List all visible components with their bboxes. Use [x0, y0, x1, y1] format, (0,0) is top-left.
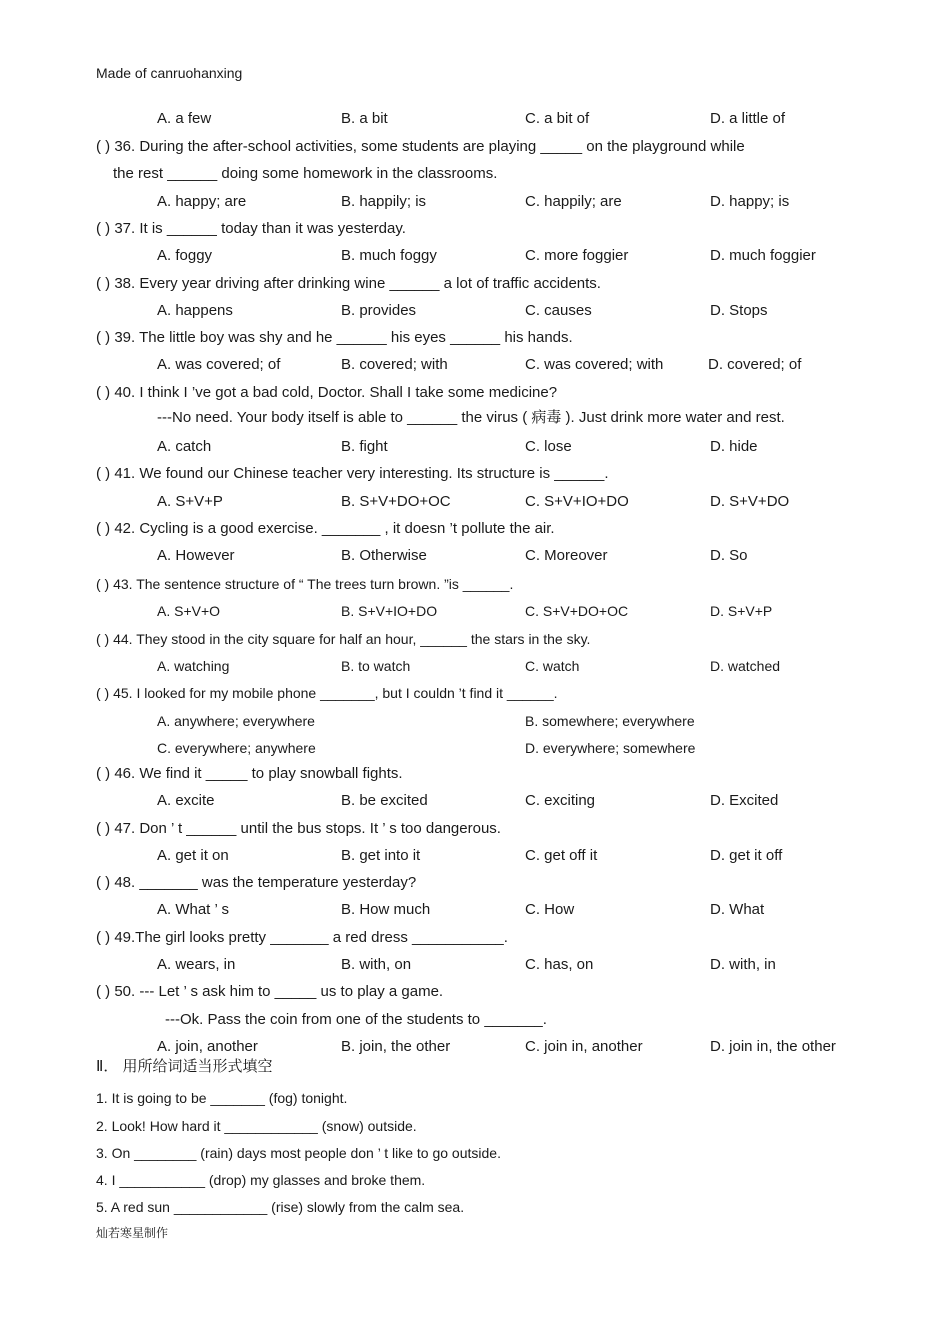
option-a: A. happy; are — [157, 193, 247, 210]
question-42-stem: ( ) 42. Cycling is a good exercise. _______ , it doesn ’t pollute the air. — [96, 520, 555, 537]
option-c: C. lose — [525, 438, 572, 455]
option-b: B. join, the other — [341, 1038, 451, 1055]
option-a: A. However — [157, 547, 235, 564]
option-a: A. S+V+O — [157, 603, 221, 619]
question-48-stem: ( ) 48. _______ was the temperature yesterday? — [96, 874, 417, 891]
option-d: D. Stops — [710, 302, 768, 319]
option-b: B. somewhere; everywhere — [525, 713, 695, 729]
question-50-reply: ---Ok. Pass the coin from one of the students to _______. — [165, 1011, 547, 1028]
option-b: B. to watch — [341, 658, 411, 674]
question-37-stem: ( ) 37. It is ______ today than it was yesterday. — [96, 220, 406, 237]
option-c: C. S+V+DO+OC — [525, 603, 629, 619]
question-44-stem: ( ) 44. They stood in the city square for half an hour, ______ the stars in the sky. — [96, 631, 591, 647]
option-b: B. Otherwise — [341, 547, 427, 564]
option-a: A. a few — [157, 110, 212, 127]
option-c: C. more foggier — [525, 247, 629, 264]
question-39-stem: ( ) 39. The little boy was shy and he ______ his eyes ______ his hands. — [96, 329, 573, 346]
option-a: A. happens — [157, 302, 233, 319]
option-c: C. watch — [525, 658, 580, 674]
option-c: C. get off it — [525, 847, 598, 864]
question-49-stem: ( ) 49.The girl looks pretty _______ a red dress ___________. — [96, 929, 508, 946]
option-a: A. catch — [157, 438, 212, 455]
fill-item-3: 3. On ________ (rain) days most people don ’ t like to go outside. — [96, 1145, 501, 1161]
question-41-stem: ( ) 41. We found our Chinese teacher very interesting. Its structure is ______. — [96, 465, 609, 482]
option-d: D. What — [710, 901, 765, 918]
fill-item-2: 2. Look! How hard it ____________ (snow) outside. — [96, 1118, 417, 1134]
option-a: A. was covered; of — [157, 356, 281, 373]
option-c: C. Moreover — [525, 547, 608, 564]
option-b: B. S+V+DO+OC — [341, 493, 451, 510]
option-b: B. be excited — [341, 792, 428, 809]
option-d: D. covered; of — [708, 356, 802, 373]
question-43-stem: ( ) 43. The sentence structure of “ The trees turn brown. ”is ______. — [96, 576, 514, 592]
option-c: C. How — [525, 901, 575, 918]
option-c: C. happily; are — [525, 193, 622, 210]
option-b: B. happily; is — [341, 193, 427, 210]
option-c: C. has, on — [525, 956, 594, 973]
page-footer: 灿若寒星制作 — [96, 1226, 169, 1240]
option-c: C. a bit of — [525, 110, 590, 127]
option-c: C. was covered; with — [525, 356, 664, 373]
fill-item-1: 1. It is going to be _______ (fog) tonight. — [96, 1090, 348, 1106]
option-d: D. join in, the other — [710, 1038, 836, 1055]
option-d: D. watched — [710, 658, 781, 674]
option-b: B. How much — [341, 901, 431, 918]
option-c: C. everywhere; anywhere — [157, 740, 316, 756]
fill-item-5: 5. A red sun ____________ (rise) slowly from the calm sea. — [96, 1199, 465, 1215]
option-a: A. foggy — [157, 247, 213, 264]
option-d: D. hide — [710, 438, 758, 455]
option-b: B. covered; with — [341, 356, 448, 373]
question-40-reply: ---No need. Your body itself is able to ______ the virus ( 病毒 ). Just drink more water and rest. — [157, 409, 785, 426]
fill-item-4: 4. I ___________ (drop) my glasses and broke them. — [96, 1172, 426, 1188]
question-36-stem: ( ) 36. During the after-school activities, some students are playing _____ on the playground while — [96, 138, 745, 155]
option-a: A. anywhere; everywhere — [157, 713, 315, 729]
option-a: A. wears, in — [157, 956, 236, 973]
option-c: C. exciting — [525, 792, 596, 809]
option-d: D. get it off — [710, 847, 783, 864]
option-d: D. with, in — [710, 956, 776, 973]
option-b: B. with, on — [341, 956, 412, 973]
question-36-stem-cont: the rest ______ doing some homework in the classrooms. — [113, 165, 498, 182]
option-c: C. join in, another — [525, 1038, 643, 1055]
option-a: A. What ’ s — [157, 901, 229, 918]
option-b: B. a bit — [341, 110, 388, 127]
option-d: D. much foggier — [710, 247, 816, 264]
option-b: B. much foggy — [341, 247, 437, 264]
option-c: C. S+V+IO+DO — [525, 493, 629, 510]
option-b: B. S+V+IO+DO — [341, 603, 438, 619]
option-a: A. join, another — [157, 1038, 258, 1055]
option-d: D. So — [710, 547, 748, 564]
question-47-stem: ( ) 47. Don ’ t ______ until the bus stops. It ’ s too dangerous. — [96, 820, 501, 837]
option-d: D. S+V+P — [710, 603, 773, 619]
option-b: B. get into it — [341, 847, 421, 864]
page-header: Made of canruohanxing — [96, 65, 243, 81]
option-d: D. a little of — [710, 110, 786, 127]
option-a: A. watching — [157, 658, 230, 674]
option-a: A. S+V+P — [157, 493, 223, 510]
section-2-title: Ⅱ． 用所给词适当形式填空 — [96, 1058, 273, 1075]
option-a: A. excite — [157, 792, 215, 809]
option-d: D. happy; is — [710, 193, 790, 210]
option-a: A. get it on — [157, 847, 229, 864]
option-c: C. causes — [525, 302, 592, 319]
option-b: B. fight — [341, 438, 388, 455]
question-45-stem: ( ) 45. I looked for my mobile phone _______, but I couldn ’t find it ______. — [96, 685, 558, 701]
option-d: D. Excited — [710, 792, 779, 809]
question-40-stem: ( ) 40. I think I ’ve got a bad cold, Doctor. Shall I take some medicine? — [96, 384, 558, 401]
question-50-stem: ( ) 50. --- Let ’ s ask him to _____ us to play a game. — [96, 983, 444, 1000]
option-d: D. everywhere; somewhere — [525, 740, 696, 756]
option-d: D. S+V+DO — [710, 493, 790, 510]
question-38-stem: ( ) 38. Every year driving after drinking wine ______ a lot of traffic accidents. — [96, 275, 601, 292]
question-46-stem: ( ) 46. We find it _____ to play snowball fights. — [96, 765, 403, 782]
option-b: B. provides — [341, 302, 417, 319]
